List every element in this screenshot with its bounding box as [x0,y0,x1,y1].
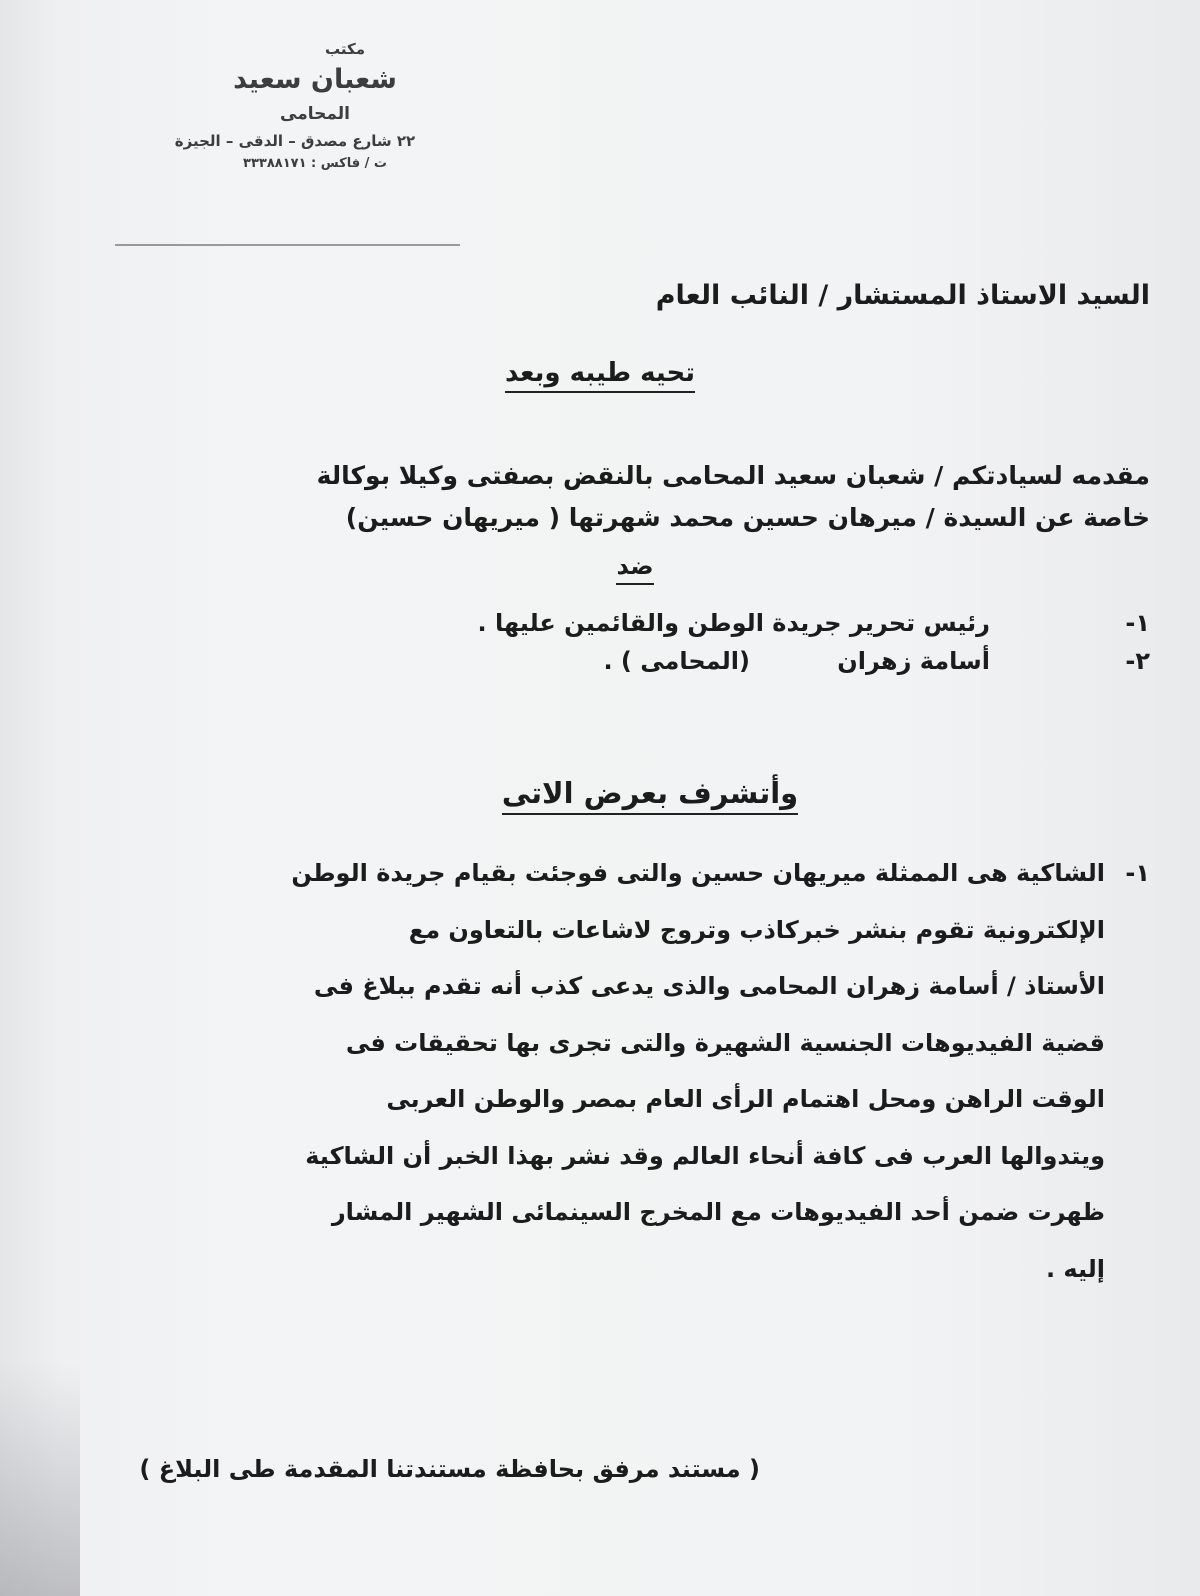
attachment-note: ( مستند مرفق بحافظة مستندتنا المقدمة طى البلاغ ) [139,1455,760,1483]
point-line: ظهرت ضمن أحد الفيديوهات مع المخرج السينمائى الشهير المشار [331,1198,1105,1226]
defendants-list [410,604,1150,680]
point-line: الأستاذ / أسامة زهران المحامى والذى يدعى كذب أنه تقدم ببلاغ فى [313,972,1105,1000]
greeting-text: تحيه طيبه وبعد [505,358,695,393]
letterhead-address: ٢٢ شارع مصدق – الدقى – الجيزة [174,132,416,150]
section-heading-text: وأتشرف بعرض الاتى [502,776,798,815]
intro-line-1: مقدمه لسيادتكم / شعبان سعيد المحامى بالنقض بصفتى وكيلا بوكالة [316,461,1150,490]
letterhead-phone: ت / فاكس : ٣٣٣٨٨١٧١ [243,156,387,171]
greeting [0,358,1200,388]
against-text: ضد [616,552,653,585]
defendant-name: رئيس تحرير جريدة الوطن والقائمين عليها . [477,609,990,637]
against-label [0,552,1200,580]
point-line: الإلكترونية تقوم بنشر خبركاذب وتروج لاشاعات بالتعاون مع [408,915,1105,944]
point-line: قضية الفيديوهات الجنسية الشهيرة والتى تجرى بها تحقيقات فى [345,1028,1105,1057]
defendant-number: ١- [1125,609,1150,637]
section-heading [0,776,1200,810]
defendant-number: ٢- [1125,647,1150,675]
letterhead-name: شعبان سعيد [233,64,397,95]
point-line: الوقت الراهن ومحل اهتمام الرأى العام بمصر والوطن العربى [386,1085,1105,1113]
intro-paragraph [110,455,1150,539]
letterhead-divider [115,244,460,246]
defendant-role: (المحامى ) . [603,647,750,675]
letterhead-office: مكتب [324,40,365,58]
point-line: الشاكية هى الممثلة ميريهان حسين والتى فوجئت بقيام جريدة الوطن [291,859,1105,887]
defendant-name: أسامة زهران [837,647,990,675]
point-number: ١- [1125,859,1150,887]
letterhead [110,38,480,174]
point-1 [60,845,1150,1297]
intro-line-2: خاصة عن السيدة / ميرهان حسين محمد شهرتها ( ميريهان حسين) [345,503,1150,532]
point-body [60,845,1105,1297]
addressee: السيد الاستاذ المستشار / النائب العام [655,280,1150,311]
defendant-item [410,642,1150,680]
point-line: ويتدوالها العرب فى كافة أنحاء العالم وقد نشر بهذا الخبر أن الشاكية [305,1141,1105,1170]
defendant-item [410,604,1150,642]
point-line: إليه . [1045,1254,1105,1283]
letterhead-title: المحامى [280,104,350,124]
page-shadow [0,1360,80,1596]
